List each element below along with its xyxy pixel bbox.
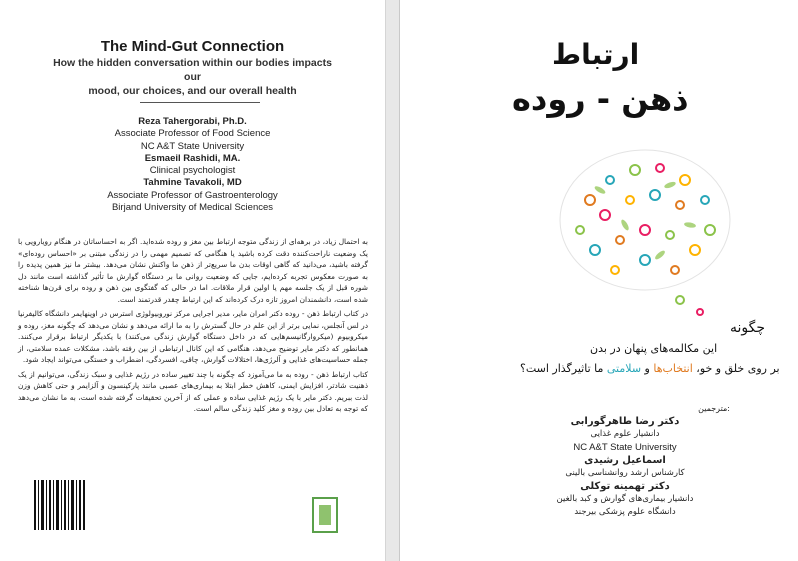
author-role: Clinical psychologist (149, 165, 236, 177)
barcode-icon (30, 470, 90, 550)
translator-name: اسماعیل رشیدی (584, 455, 666, 466)
persian-title-line-2: ذهن - روده (512, 80, 689, 118)
description-paragraph: کتاب ارتباط ذهن - روده به ما می‌آموزد که چگونه با چند تغییر ساده در رژیم غذایی و سبک زندگی، می‌توانیم از یک ذهنیت شادتر، افزایش ایمنی، کاهش خطر ابتلا به بیماری‌های عصبی مانند پارکینسون و آلزایمر و حتی کاهش وزن لذت ببریم. دکتر مایر با یک رژیم غذایی ساده و عملی که از آخرین تحقیقات گرفته شده است، به ما نشان می‌دهد که توجه به تعادل بین روده و مغز کلید زندگی سالم است. (18, 369, 368, 413)
author-name: Tahmine Tavakoli, MD (143, 177, 242, 189)
author-affiliation: Birjand University of Medical Sciences (111, 202, 274, 214)
question-and: و (641, 362, 654, 375)
author-role: Associate Professor of Gastroenterology (107, 189, 278, 201)
divider (140, 102, 260, 103)
question-health: سلامتی (606, 362, 642, 375)
question-line-2 (520, 362, 780, 375)
brain-microbiome-illustration (550, 140, 740, 320)
description-paragraph: به احتمال زیاد، در برهه‌ای از زندگی متوجه ارتباط بین مغز و روده شده‌اید. اگر به احساساتان در هنگام رویارویی با یک وضعیت ناراحت‌کننده دقت کرده باشید یا هنگامی که تصمیم مهمی را در زندگی مبتنی بر «احساس روده‌ای» گرفته باشید، می‌دانید که گاهی اوقات بدن ما سریع‌تر از ذهن ما واکنش نشان می‌دهد. بیشتر ما نیز همین پدیده را به صورت معکوس تجربه کرده‌ایم، جایی که وضعیت روانی ما بر دستگاه گوارش ما تأثیر گذاشته است مانند دل شوره قبل از یک جلسه مهم یا اولین قرار ملاقات. اما در حالی که گفتگوی بین ذهن و روده برای قرن‌ها شناخته شده است، دانشمندان امروز تازه درک کرده‌اند که این ارتباط چقدر قدرتمند است. (18, 237, 368, 304)
english-authors (0, 116, 385, 214)
question-choices: انتخاب‌ها (653, 362, 693, 375)
persian-title-line-1: ارتباط (552, 38, 640, 71)
question-suffix: ما تاثیرگذار است؟ (520, 362, 607, 375)
author-name: Esmaeil Rashidi, MA. (144, 152, 241, 164)
translator-affiliation: NC A&T State University (573, 442, 677, 453)
back-cover-description (18, 236, 368, 418)
translators-label: مترجمین: (698, 404, 730, 413)
translator-affiliation: دانشگاه علوم پزشکی بیرجند (574, 507, 676, 517)
author-affiliation: NC A&T State University (140, 140, 245, 152)
back-cover (0, 0, 386, 561)
description-paragraph: در کتاب ارتباط ذهن - روده دکتر امران مایر، مدیر اجرایی مرکز نوروبیولوژی استرس در اوپنهایمر دانشگاه کالیفرنیا در لس آنجلس، نمایی برتر از این علم در حال گسترش را به ما ارائه می‌دهد و نشان می‌دهد که چگونه مغز، روده و میکروبیوم (میکروارگانیسم‌هایی که در داخل دستگاه گوارش زندگی می‌کنند) با یکدیگر ارتباط برقرار می‌کنند. همانطور که دکتر مایر توضیح می‌دهد، هنگامی که این کانال ارتباطی از بین رفته باشد، مشکلات عمده سلامتی، از جمله حساسیت‌های غذایی و آلرژی‌ها، اختلالات گوارش، چاقی، افسردگی، اضطراب و خستگی می‌تواند ایجاد شود. (18, 309, 368, 364)
translator-role: دانشیار بیماری‌های گوارش و کبد بالغین (556, 494, 694, 504)
question-heading: چگونه (730, 320, 766, 336)
english-subtitle (50, 56, 335, 98)
translator-name: دکتر رضا طاهرگورابی (570, 416, 680, 427)
front-cover (400, 0, 798, 561)
translator-role: کارشناس ارشد روانشناسی بالینی (565, 468, 685, 478)
english-subtitle-line: How the hidden conversation within our bodies impacts our (53, 57, 332, 83)
author-role: Associate Professor of Food Science (114, 128, 271, 140)
translator-role: دانشیار علوم غذایی (590, 429, 660, 439)
publisher-logo-icon (310, 495, 340, 535)
author-name: Reza Tahergorabi, Ph.D. (138, 116, 247, 127)
english-subtitle-line: mood, our choices, and our overall health (88, 85, 297, 97)
question-prefix: بر روی خلق و خو، (692, 362, 780, 375)
translator-name: دکتر تهمینه توکلی (580, 481, 670, 492)
translators-credits (520, 402, 730, 519)
question-line-1: این مکالمه‌های پنهان در بدن (590, 342, 718, 355)
english-title: The Mind-Gut Connection (100, 38, 285, 55)
spine (386, 0, 399, 561)
